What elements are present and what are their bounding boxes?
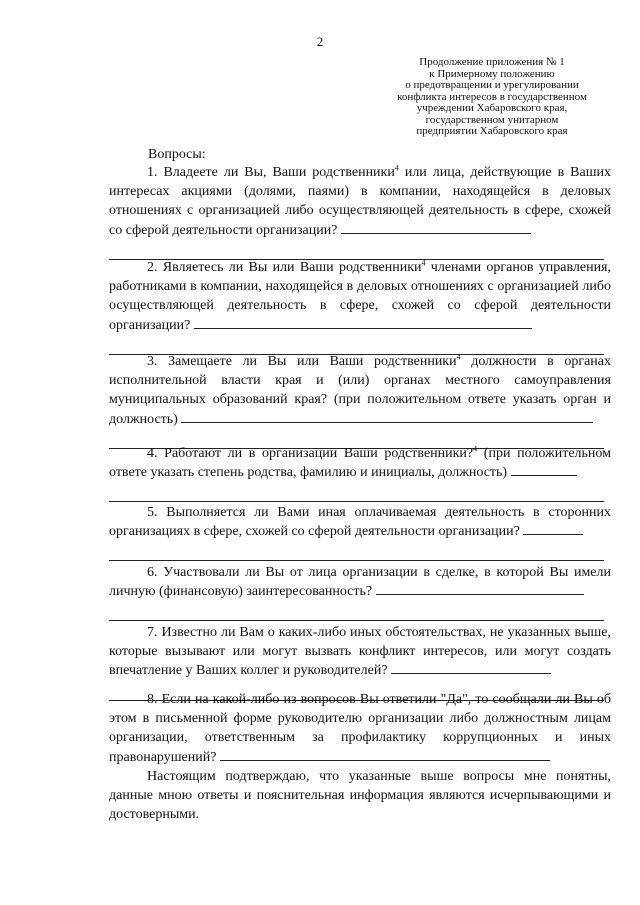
- question-3-text-end: должности в органах исполнительной власти края и (или) органах местного самоуправления муниципальных образований края? (при положительном ответе указать орган и должность): [109, 354, 611, 427]
- question-7-text: 7. Известно ли Вам о каких-либо иных обстоятельствах, не указанных выше, которые вызывают или могут вызвать конфликт интересов, или могут создать впечатление у Ваших коллег и руководителей?: [109, 625, 611, 679]
- question-4-text-end: (при положительном ответе указать степень родства, фамилию и инициалы, должность): [109, 446, 612, 481]
- answer-field-8[interactable]: [220, 748, 550, 761]
- question-6: [109, 563, 611, 621]
- question-2-text-start: 2. Являетесь ли Вы или Ваши родственники: [147, 260, 422, 275]
- answer-field-6[interactable]: [376, 582, 584, 595]
- appendix-header: [372, 57, 612, 138]
- answer-line[interactable]: [109, 240, 604, 260]
- appendix-line: предприятии Хабаровского края: [416, 125, 568, 137]
- question-3: [109, 352, 611, 449]
- question-5-text: 5. Выполняется ли Вами иная оплачиваемая деятельность в сторонних организациях в сфере, схожей со сферой деятельности организации?: [109, 505, 611, 540]
- answer-field-5[interactable]: [523, 522, 583, 535]
- answer-line[interactable]: [109, 601, 604, 621]
- answer-line[interactable]: [109, 541, 604, 561]
- page-number: 2: [316, 34, 324, 49]
- question-1-text-end: или лица, действующие в Ваших интересах акциями (долями, паями) в компании, находящейся в деловых отношениях с организацией либо осуществляющей деятельность в сфере, схожей со сферой деятельности организации?: [109, 165, 612, 238]
- question-4-text-start: 4. Работают ли в организации Ваши родственники?: [147, 446, 474, 461]
- confirmation-paragraph: [109, 767, 611, 825]
- footnote-mark: 4: [456, 352, 461, 362]
- question-2-text-end: членами органов управления, работниками в компании, находящейся в деловых отношениях с организацией либо осуществляющей деятельность в сфере, схожей со сферой деятельности организации?: [109, 260, 611, 333]
- appendix-line: к Примерному положению: [429, 67, 555, 80]
- appendix-line: учреждении Хабаровского края,: [416, 102, 568, 114]
- question-2: [109, 258, 611, 355]
- question-3-text-start: 3. Замещаете ли Вы или Ваши родственники: [147, 354, 457, 369]
- question-4: [109, 444, 611, 502]
- question-8-text: 8. Если на какой-либо из вопросов Вы ответили "Да", то сообщали ли Вы об этом в письменной форме руководителю организации либо должностным лицам организации, ответственным за профилактику коррупционных и иных правонарушений?: [109, 692, 611, 765]
- question-1-text-start: 1. Владеете ли Вы, Ваши родственники: [147, 165, 395, 180]
- appendix-line: государственном унитарном: [425, 113, 559, 126]
- question-6-text: 6. Участвовали ли Вы от лица организации в сделке, в которой Вы имели личную (финансовую) заинтересованность?: [109, 565, 611, 600]
- footnote-mark: 4: [394, 163, 399, 173]
- answer-field-7[interactable]: [391, 661, 551, 674]
- appendix-line: Продолжение приложения № 1: [419, 56, 565, 68]
- question-5: [109, 503, 611, 561]
- footnote-mark: 4: [421, 258, 426, 268]
- appendix-line: о предотвращении и урегулировании: [405, 79, 579, 91]
- questions-heading: Вопросы:: [148, 147, 206, 162]
- footnote-mark: 4: [473, 444, 478, 454]
- question-7: [109, 623, 611, 701]
- question-1: [109, 163, 611, 260]
- question-8: [109, 690, 611, 767]
- confirmation-text: Настоящим подтверждаю, что указанные выше вопросы мне понятны, данные мною ответы и пояснительная информация являются исчерпывающими и достоверными.: [109, 769, 611, 823]
- answer-field-4[interactable]: [511, 463, 577, 476]
- appendix-line: конфликта интересов в государственном: [397, 90, 587, 103]
- answer-field-2[interactable]: [194, 316, 532, 329]
- answer-field-1[interactable]: [341, 221, 531, 234]
- answer-line[interactable]: [109, 482, 604, 502]
- answer-field-3[interactable]: [181, 410, 593, 423]
